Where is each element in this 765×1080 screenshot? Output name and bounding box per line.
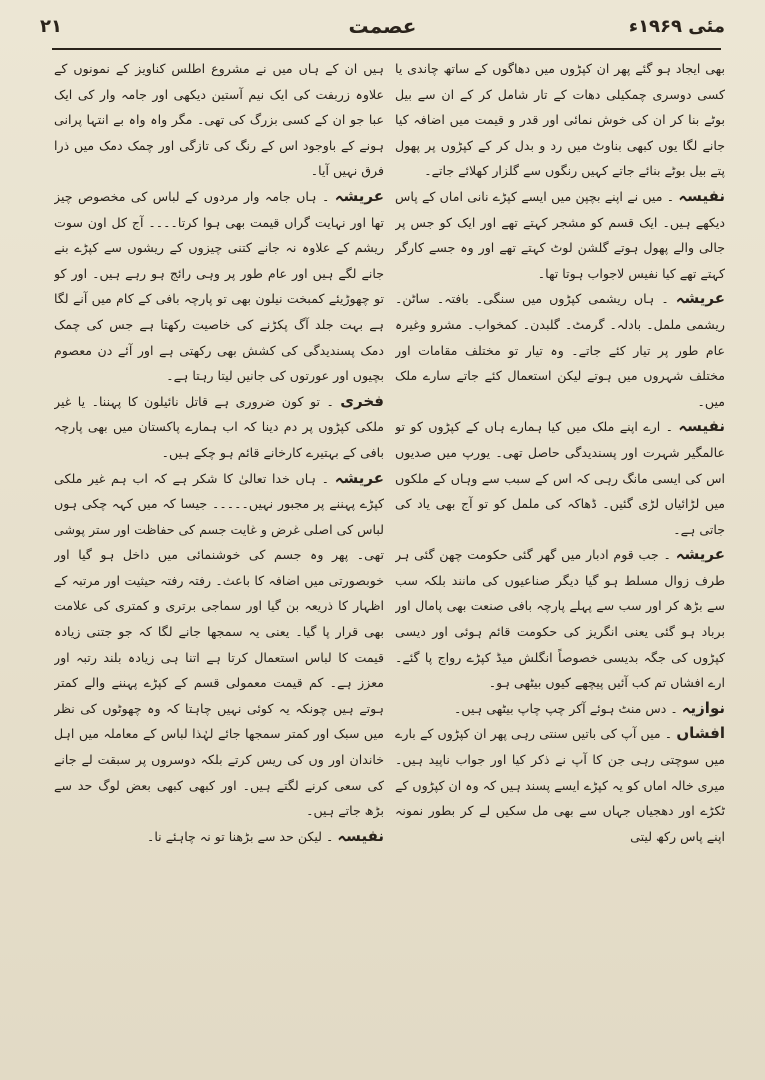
dialogue-paragraph (395, 184, 725, 286)
speaker-name: عریشہ (334, 186, 384, 205)
paragraph-text: میں آپ کی باتیں سنتی رہی پھر ان کپڑوں کے بارے میں سوچتی رہی جن کا آپ نے ذکر کیا اور جواب ناپید ہیں۔ میری خالہ اماں کو یہ کپڑے ایسے پسند ہیں کہ وہ ان کپڑوں کے ٹکڑے اور دھجیاں جہاں سے بھی مل سکیں لے کر بطور نمونہ اپنے پاس رکھ لیتی (395, 726, 725, 844)
speaker-name: نوازیہ (681, 698, 725, 717)
speaker-separator: ۔ (660, 726, 677, 742)
speaker-separator: ۔ (666, 700, 682, 716)
speaker-separator: ۔ (319, 393, 341, 409)
paragraph-text: تو کون ضروری ہے قاتل نائیلون کا پہننا۔ یا غیر ملکی کپڑوں پر دم دینا کہ اب ہمارے پاکستان میں بھی پارچہ بافی کے بہتیرے کارخانے قائم ہو چکے ہیں۔ (54, 393, 384, 460)
dialogue-paragraph (395, 286, 725, 414)
paragraph-text: جب قوم ادبار میں گھر گئی حکومت چھن گئی ہر طرف زوال مسلط ہو گیا دیگر صناعیوں کی مانند بلکہ سب سے بڑھ کر اور سب سے پہلے پارچہ بافی صنعت بھی پامال اور برباد ہو گئی یعنی انگریز کی حکومت قائم ہوئی اور دیسی کپڑوں کی جگہ بدیسی خصوصاً انگلش میڈ کپڑے رواج پا گئے۔ ارے افشاں تم کب آئیں پیچھے کیوں بیٹھی ہو۔ (395, 547, 725, 691)
dialogue-paragraph (54, 824, 384, 850)
left-text-column (54, 56, 384, 1066)
speaker-separator: ۔ (662, 188, 679, 204)
paragraph-text: ہیں ان کے ہاں میں نے مشروع اطلس کناویز کے نمونوں کے علاوہ زربفت کی ایک نیم آستین دیکھی اور جامہ وار کی ایک عبا جو ان کے کسی بزرگ کی تھی۔ مگر واہ واہ بے انتہا پرانی ہونے کے باوجود اس کے رنگ کی تازگی اور چمک دمک میں ذرا فرق نہیں آیا۔ (54, 61, 384, 179)
speaker-separator: ۔ (658, 547, 676, 563)
paragraph-text: لیکن حد سے بڑھنا تو نہ چاہئے نا۔ (146, 828, 322, 844)
speaker-separator: ۔ (660, 419, 679, 435)
speaker-separator: ۔ (316, 470, 335, 486)
paragraph-text: ہاں خدا تعالیٰ کا شکر ہے کہ اب ہم غیر ملکی کپڑے پہننے پر مجبور نہیں۔۔۔۔۔ جیسا کہ میں کہہ چکی ہوں لباس کی اصلی غرض و غایت جسم کی حفاظت اور ستر پوشی تھی۔ پھر وہ جسم کی خوشنمائی میں داخل ہو گیا اور خوبصورتی میں اضافہ کا باعث۔ رفتہ رفتہ حیثیت اور مرتبہ کے اظہار کا ذریعہ بن گیا اور سماجی برتری و کمتری کی علامت بھی قرار پا گیا۔ یعنی یہ سمجھا جانے لگا کہ جو جتنی زیادہ قیمت کا لباس استعمال کرتا ہے اتنا ہی زیادہ بلند رتبہ اور معزز ہے۔ کم قیمت معمولی قسم کے کپڑے پہننے والے کمتر ہوتے ہیں چونکہ یہ کوئی نہیں چاہتا کہ وہ چھوٹوں کی نظر میں سبک اور کمتر سمجھا جائے لہٰذا لباس کے معاملہ میں اہل خاندان اور وں کی ریس کرتے بلکہ دوسروں پر سبقت لے جانے کی سعی کرنے لگتے ہیں۔ اور کبھی کبھی بعض لوگ حد سے بڑھ جاتے ہیں۔ (54, 470, 384, 819)
dialogue-paragraph (395, 56, 725, 184)
speaker-separator: ۔ (316, 188, 335, 204)
speaker-separator: ۔ (654, 291, 676, 307)
speaker-name: عریشہ (675, 545, 725, 564)
speaker-name: نفیسہ (678, 417, 725, 436)
speaker-separator: ۔ (322, 828, 338, 844)
page-number: ۲۱ (40, 16, 62, 37)
paragraph-text: ہاں ریشمی کپڑوں میں سنگی۔ بافتہ۔ ساٹن۔ ریشمی ململ۔ بادلہ۔ گرمٹ۔ گلبدن۔ کمخواب۔ مشرو وغیرہ عام طور پر تیار کئے جاتے۔ وہ تیار تو مختلف مقامات اور مختلف شہروں میں ہوتے لیکن استعمال کئے جاتے سارے ملک میں۔ (395, 291, 725, 409)
issue-date: مئی ۱۹۶۹ء (628, 16, 725, 37)
paragraph-text: ارے اپنے ملک میں کیا ہمارے ہاں کے کپڑوں کو تو عالمگیر شہرت اور پسندیدگی حاصل تھی۔ یورپ میں صدیوں اس کی ایسی مانگ رہی کہ اس کے سبب سے وہاں کے ملکوں میں لڑائیاں لڑی گئیں۔ ڈھاکہ کی ململ کو تو آج بھی یاد کی جاتی ہے۔ (395, 419, 725, 537)
right-text-column (395, 56, 725, 1066)
dialogue-paragraph (395, 542, 725, 696)
magazine-title: عصمت (348, 14, 417, 38)
dialogue-paragraph (54, 184, 384, 389)
dialogue-paragraph (54, 56, 384, 184)
paragraph-text: میں نے اپنے بچپن میں ایسے کپڑے نانی اماں کے پاس دیکھے ہیں۔ ایک قسم کو مشجر کہتے تھے اور ایک کو جس پر جالی والے پھول ہوتے گلشن لوٹ کہتے تھے اور وہ جسے کارگر کہتے تھے کیا نفیس لاجواب ہوتا تھا۔ (395, 188, 725, 281)
speaker-name: عریشہ (334, 468, 384, 487)
header-divider (52, 48, 721, 50)
dialogue-paragraph (54, 466, 384, 824)
page-header (40, 10, 725, 46)
dialogue-paragraph (395, 696, 725, 722)
paragraph-text: دس منٹ ہوئے آکر چپ چاپ بیٹھی ہیں۔ (454, 700, 667, 716)
speaker-name: فخری (340, 391, 384, 410)
paragraph-text: بھی ایجاد ہو گئے پھر ان کپڑوں میں دھاگوں کے ساتھ چاندی یا کسی دوسری چمکیلی دھات کے تار شامل کر کے ان سے بیل بوٹے بنا کر ان کی خوش نمائی اور قدر و قیمت میں اضافہ کیا جانے لگا یوں کبھی بناوٹ میں رد و بدل کر کے کپڑوں پر پھول پتے بیل بوٹے بنائے جاتے کہیں رنگوں سے گلزار کھلائے جاتے۔ (395, 61, 725, 179)
dialogue-paragraph (54, 389, 384, 466)
dialogue-paragraph (395, 721, 725, 849)
speaker-name: نفیسہ (678, 186, 725, 205)
paragraph-text: ہاں جامہ وار مردوں کے لباس کی مخصوص چیز تھا اور نہایت گراں قیمت بھی ہوا کرتا۔۔۔۔ آج کل اون سوت ریشم کے علاوہ نہ جانے کتنی چیزوں کے ریشوں سے کپڑے بنے جانے لگے ہیں اور عام طور پر وہی رائج ہو رہے ہیں۔ اور کو تو چھوڑیئے کمبخت نیلون بھی تو پارچہ بافی کے کام میں آنے لگا ہے بہت جلد آگ پکڑنے کی خاصیت رکھتا ہے جس کی چمک دمک پسندیدگی کی کشش بھی رکھتی ہے اور آئے دن معصوم بچیوں اور عورتوں کی جانیں لیتا رہتا ہے۔ (54, 188, 384, 384)
dialogue-paragraph (395, 414, 725, 542)
speaker-name: نفیسہ (337, 826, 384, 845)
speaker-name: عریشہ (675, 289, 725, 308)
speaker-name: افشاں (676, 724, 725, 743)
